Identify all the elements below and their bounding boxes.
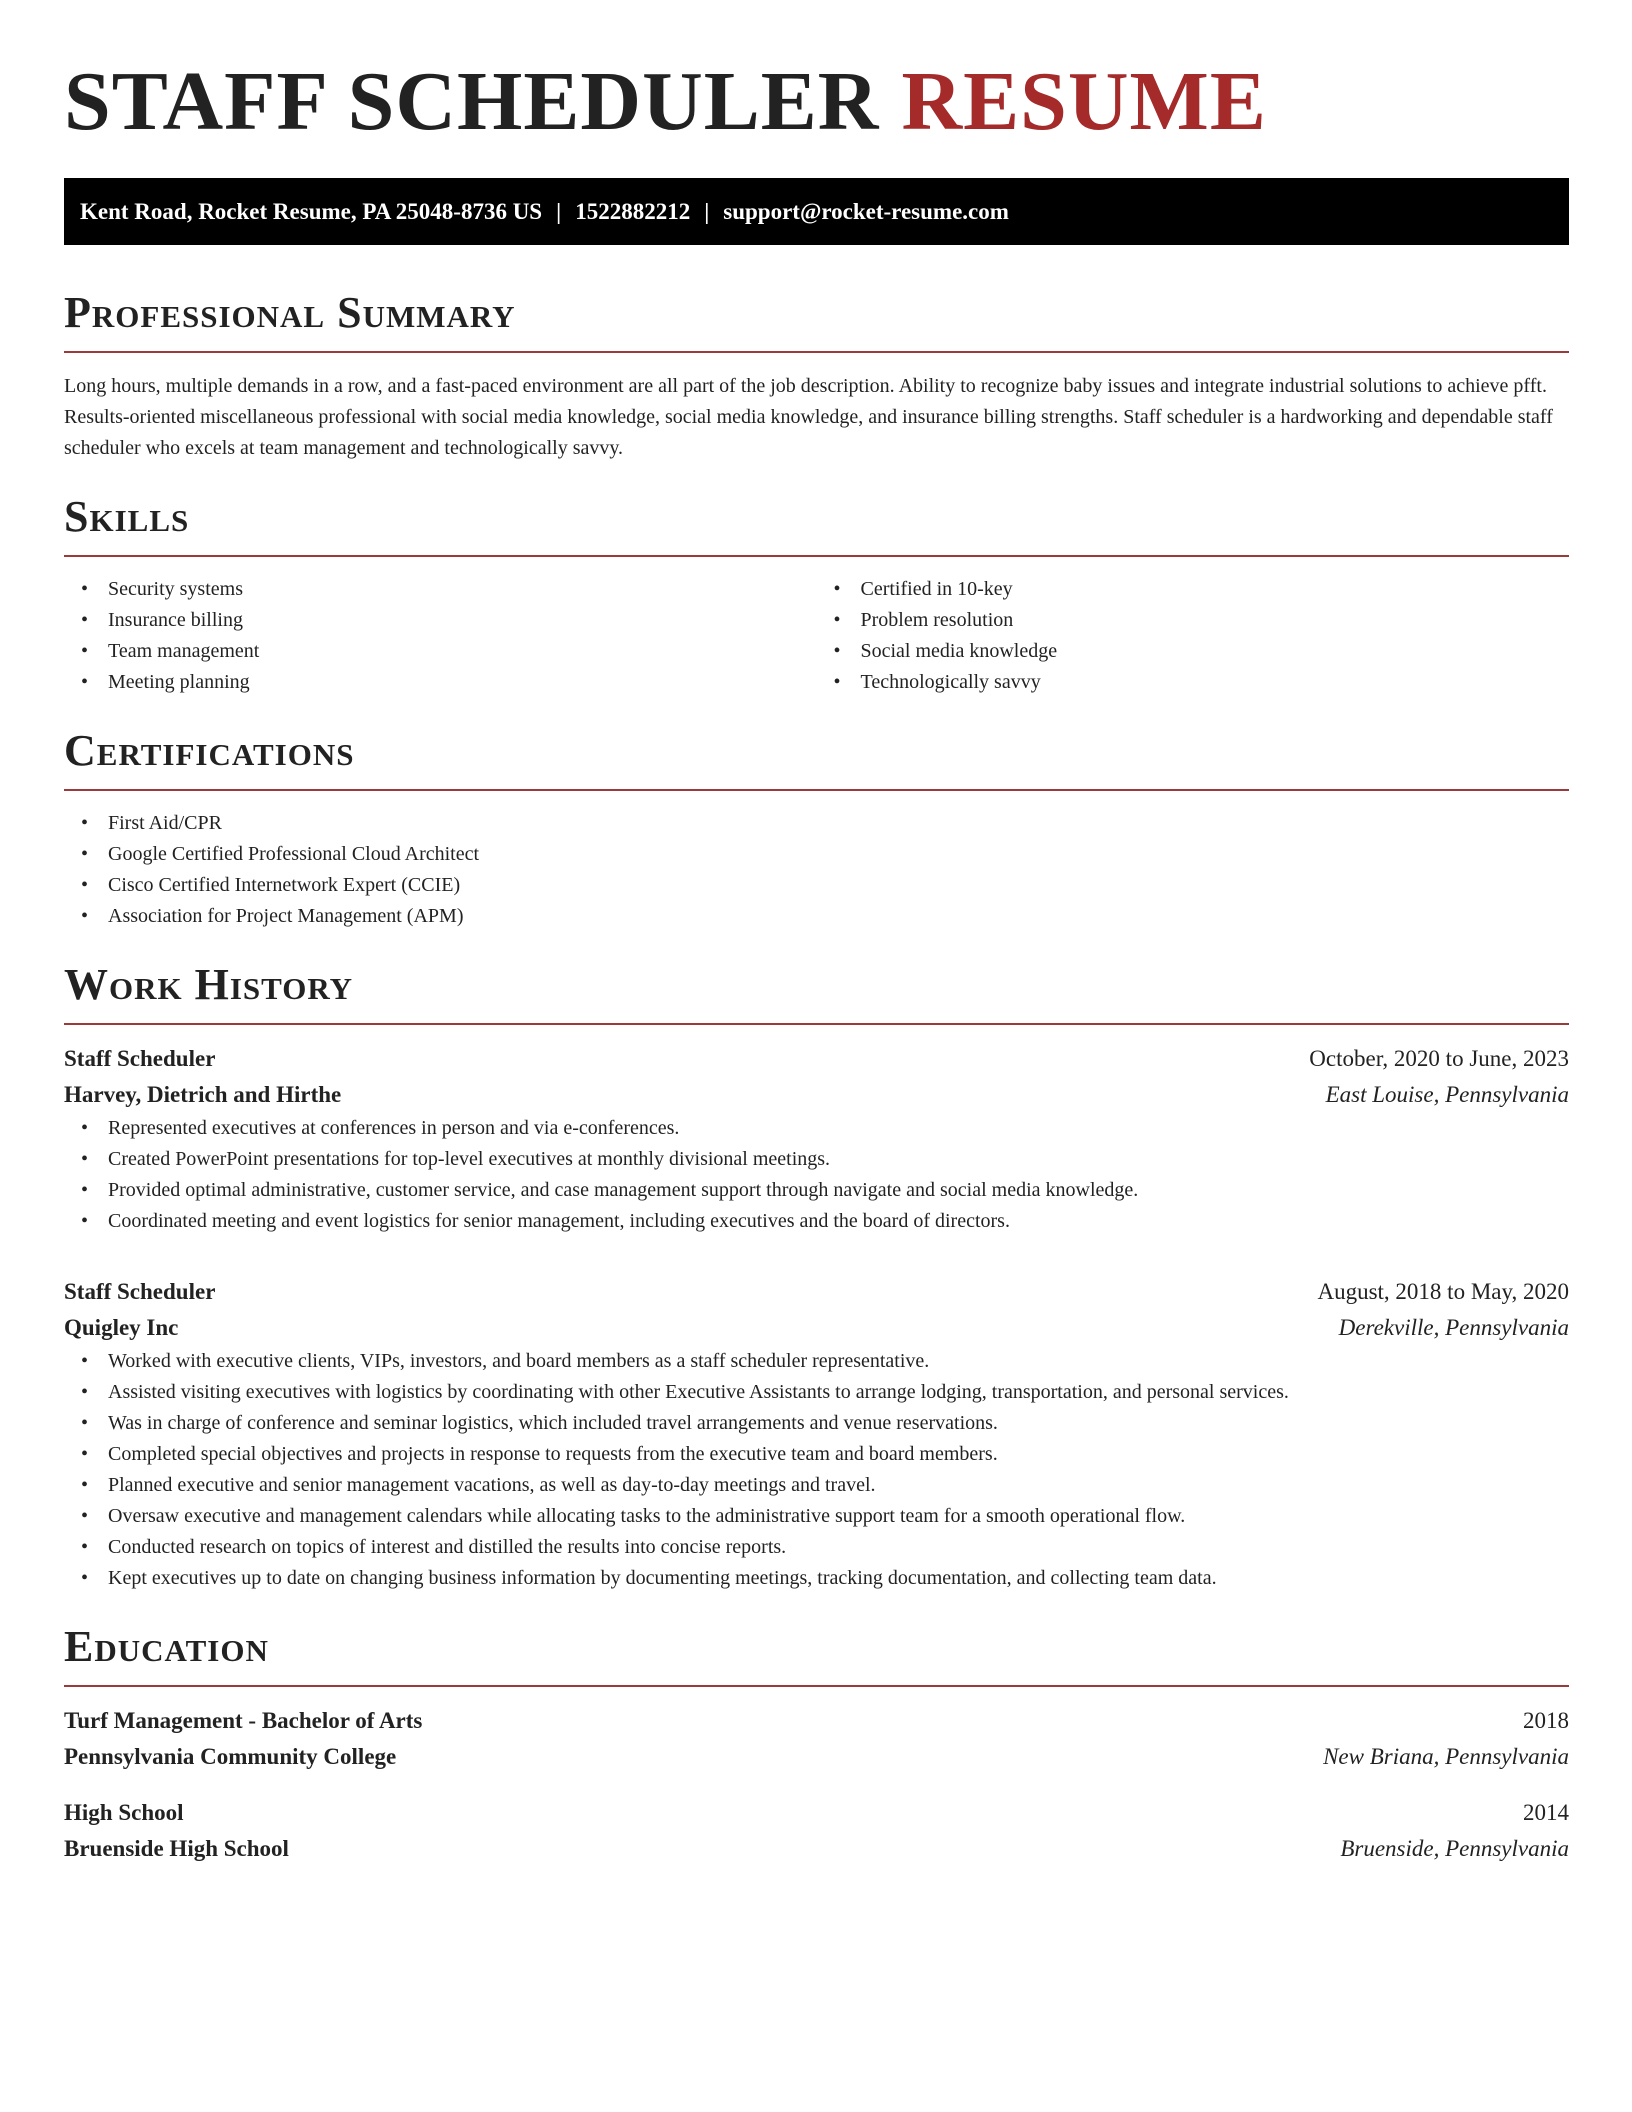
education-degree: High School — [64, 1800, 184, 1825]
skills-list — [64, 574, 1569, 698]
job-duty: • Assisted visiting executives with logistics by coordinating with other Executive Assistants to arrange lodging, transportation, and personal services. — [64, 1377, 1569, 1408]
work-history-heading: Work History — [64, 960, 354, 1009]
job-duty: • Coordinated meeting and event logistics for senior management, including executives and the board of directors. — [64, 1206, 1569, 1237]
job-duty: • Conducted research on topics of interest and distilled the results into concise reports. — [64, 1532, 1569, 1563]
job-title: Staff Scheduler — [64, 1279, 216, 1304]
education-year: 2014 — [1523, 1800, 1569, 1825]
section-divider — [64, 351, 1569, 353]
job-dates: August, 2018 to May, 2020 — [1317, 1279, 1569, 1304]
certification-item: • Cisco Certified Internetwork Expert (CCIE) — [64, 870, 1569, 901]
job-location: Derekville, Pennsylvania — [1338, 1315, 1569, 1340]
job-duty: • Completed special objectives and projects in response to requests from the executive team and board members. — [64, 1439, 1569, 1470]
title-part-2: RESUME — [901, 55, 1267, 148]
skills-column-right — [817, 574, 1570, 698]
certification-item: • Google Certified Professional Cloud Architect — [64, 839, 1569, 870]
job-title: Staff Scheduler — [64, 1046, 216, 1071]
job-header — [64, 1041, 1569, 1077]
resume-title — [64, 56, 1569, 148]
education-entry — [64, 1795, 1569, 1867]
job-location: East Louise, Pennsylvania — [1325, 1082, 1569, 1107]
skill-item: • Meeting planning — [64, 667, 817, 698]
skill-item: • Security systems — [64, 574, 817, 605]
skill-item: • Problem resolution — [817, 605, 1570, 636]
job-company: Harvey, Dietrich and Hirthe — [64, 1082, 342, 1107]
education-entry — [64, 1703, 1569, 1775]
job-header — [64, 1274, 1569, 1310]
job-duty: • Was in charge of conference and seminar logistics, which included travel arrangements and venue reservations. — [64, 1408, 1569, 1439]
education-header — [64, 1795, 1569, 1831]
contact-address: Kent Road, Rocket Resume, PA 25048-8736 US — [80, 198, 543, 224]
job-duties-list — [64, 1113, 1569, 1237]
certifications-list — [64, 808, 1569, 932]
education-year: 2018 — [1523, 1708, 1569, 1733]
job-duties-list — [64, 1346, 1569, 1594]
contact-phone: 1522882212 — [575, 198, 691, 224]
job-subheader — [64, 1077, 1569, 1113]
job-duty: • Created PowerPoint presentations for top-level executives at monthly divisional meetings. — [64, 1144, 1569, 1175]
job-dates: October, 2020 to June, 2023 — [1309, 1046, 1569, 1071]
education-school: Bruenside High School — [64, 1836, 289, 1861]
certification-item: • Association for Project Management (APM) — [64, 901, 1569, 932]
job-duty: • Kept executives up to date on changing business information by documenting meetings, tracking documentation, and collecting team data. — [64, 1563, 1569, 1594]
job-duty: • Provided optimal administrative, customer service, and case management support through navigate and social media knowledge. — [64, 1175, 1569, 1206]
skills-heading: Skills — [64, 492, 190, 541]
summary-text: Long hours, multiple demands in a row, and a fast-paced environment are all part of the job description. Ability to recognize baby issues and integrate industrial solutions to achieve pfft. Results-oriented miscellaneous professional with social media knowledge, social media knowledge, and insurance billing strengths. Staff scheduler is a hardworking and dependable staff scheduler who excels at team management and technologically savvy. — [64, 375, 1553, 459]
skill-item: • Insurance billing — [64, 605, 817, 636]
job-duty: • Worked with executive clients, VIPs, investors, and board members as a staff scheduler representative. — [64, 1346, 1569, 1377]
education-subheader — [64, 1739, 1569, 1775]
section-divider — [64, 1685, 1569, 1687]
job-entry — [64, 1041, 1569, 1237]
education-school: Pennsylvania Community College — [64, 1744, 397, 1769]
skill-item: • Social media knowledge — [817, 636, 1570, 667]
summary-heading: Professional Summary — [64, 288, 516, 337]
job-subheader — [64, 1310, 1569, 1346]
job-entry — [64, 1274, 1569, 1594]
section-divider — [64, 1023, 1569, 1025]
job-duty: • Planned executive and senior management vacations, as well as day-to-day meetings and travel. — [64, 1470, 1569, 1501]
education-location: Bruenside, Pennsylvania — [1340, 1836, 1569, 1861]
contact-separator: | — [556, 198, 562, 224]
certifications-heading: Certifications — [64, 726, 355, 775]
title-part-1: STAFF SCHEDULER — [64, 55, 880, 148]
education-location: New Briana, Pennsylvania — [1323, 1744, 1569, 1769]
skill-item: • Technologically savvy — [817, 667, 1570, 698]
contact-email: support@rocket-resume.com — [723, 198, 1009, 224]
skill-item: • Certified in 10-key — [817, 574, 1570, 605]
job-company: Quigley Inc — [64, 1315, 179, 1340]
section-divider — [64, 789, 1569, 791]
job-duty: • Represented executives at conferences in person and via e-conferences. — [64, 1113, 1569, 1144]
section-divider — [64, 555, 1569, 557]
education-degree: Turf Management - Bachelor of Arts — [64, 1708, 423, 1733]
education-header — [64, 1703, 1569, 1739]
education-heading: Education — [64, 1622, 269, 1671]
education-subheader — [64, 1831, 1569, 1867]
contact-separator: | — [704, 198, 710, 224]
skills-column-left — [64, 574, 817, 698]
job-duty: • Oversaw executive and management calendars while allocating tasks to the administrative support team for a smooth operational flow. — [64, 1501, 1569, 1532]
contact-bar — [64, 178, 1569, 245]
certification-item: • First Aid/CPR — [64, 808, 1569, 839]
skill-item: • Team management — [64, 636, 817, 667]
